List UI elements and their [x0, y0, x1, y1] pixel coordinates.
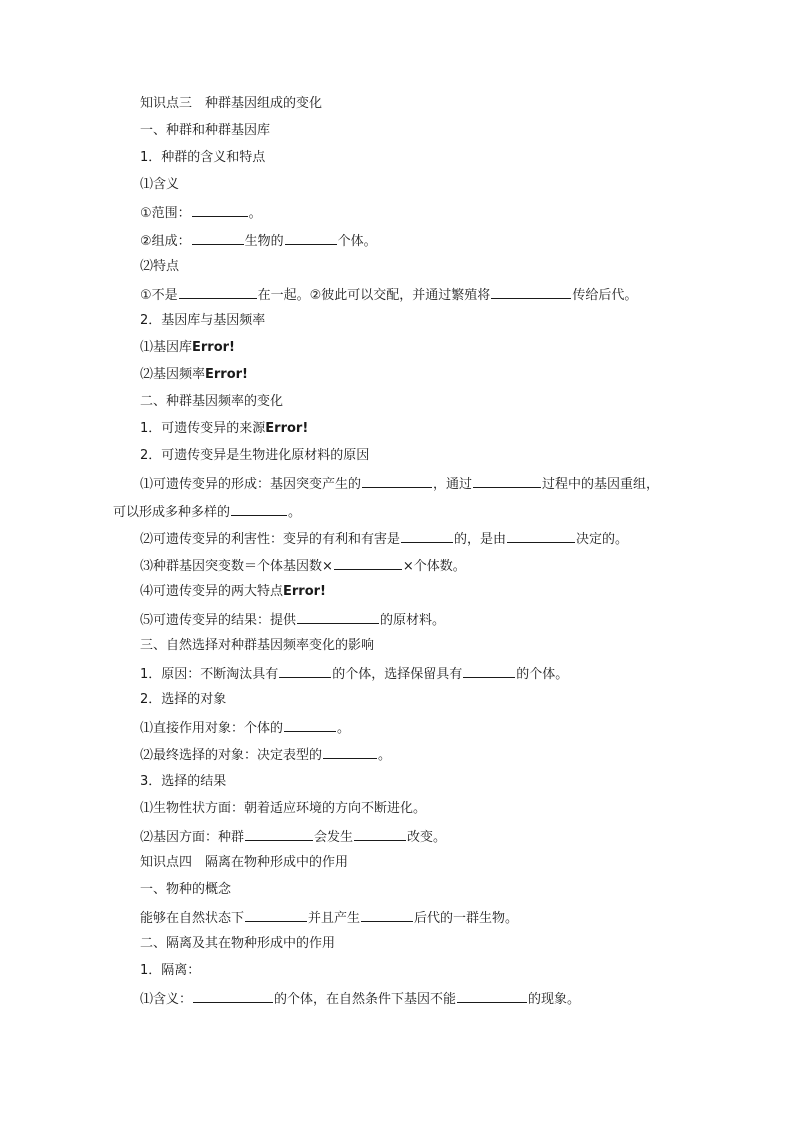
fill-in-line — [140, 285, 637, 305]
text: 生物的 — [244, 233, 284, 249]
answer-blank[interactable] — [491, 285, 571, 299]
text: 。 — [337, 721, 351, 737]
text: 1．种群的含义和特点 — [140, 150, 266, 166]
text: ，通过 — [433, 477, 473, 493]
fill-in-line — [140, 474, 659, 494]
answer-blank[interactable] — [192, 231, 244, 245]
text: ⑴含义： — [140, 992, 193, 1008]
item-heading — [140, 962, 200, 980]
text: ⑵最终选择的对象：决定表型的 — [140, 748, 323, 764]
text: ⑵可遗传变异的利害性：变异的有利和有害是 — [140, 531, 401, 547]
answer-blank[interactable] — [463, 664, 515, 678]
item-heading — [140, 312, 265, 330]
text: 在一起。②彼此可以交配，并通过繁殖将 — [257, 287, 491, 303]
text: 可以形成多种多样的 — [113, 504, 231, 520]
fill-in-line — [140, 664, 568, 684]
answer-blank[interactable] — [279, 664, 331, 678]
answer-blank[interactable] — [192, 203, 248, 217]
text: 知识点三 种群基因组成的变化 — [140, 96, 323, 111]
text: ×个体数。 — [402, 558, 466, 574]
text: 2．可遗传变异是生物进化原材料的原因 — [140, 448, 370, 464]
fill-in-line — [140, 231, 377, 251]
text: 的个体，选择保留具有 — [332, 667, 463, 683]
fill-in-line — [140, 610, 445, 630]
error-text: Error! — [283, 583, 326, 599]
text: 的，是由 — [454, 531, 507, 547]
error-text: Error! — [205, 367, 248, 382]
text: ⑴基因库 — [140, 339, 193, 355]
text: 1．原因：不断淘汰具有 — [140, 667, 279, 683]
fill-in-line — [140, 989, 580, 1009]
answer-blank[interactable] — [285, 231, 337, 245]
sub-item — [140, 800, 426, 818]
fill-in-line — [113, 502, 301, 522]
text: 知识点四 隔离在物种形成中的作用 — [140, 854, 349, 870]
text: 二、种群基因频率的变化 — [140, 394, 284, 410]
text: ⑴可遗传变异的形成：基因突变产生的 — [140, 477, 362, 493]
text: ⑴直接作用对象：个体的 — [140, 721, 284, 737]
answer-blank[interactable] — [284, 718, 336, 732]
text: 并且产生 — [308, 911, 361, 926]
text: ①范围： — [140, 206, 191, 222]
answer-blank[interactable] — [507, 529, 575, 543]
subsection-heading — [140, 881, 231, 899]
sub-item — [140, 366, 248, 384]
text: 能够在自然状态下 — [140, 911, 245, 926]
text: 传给后代。 — [572, 287, 638, 303]
text: ⑵基因频率 — [140, 367, 206, 382]
answer-blank[interactable] — [362, 474, 432, 488]
text: 改变。 — [407, 829, 447, 845]
text: ⑷可遗传变异的两大特点 — [140, 583, 284, 599]
text: 。 — [288, 504, 302, 520]
sub-item — [140, 258, 179, 276]
text: 2．选择的对象 — [140, 692, 227, 708]
answer-blank[interactable] — [297, 610, 379, 624]
answer-blank[interactable] — [334, 556, 402, 570]
text: 的个体，在自然条件下基因不能 — [274, 992, 457, 1008]
text: ⑶种群基因突变数＝个体基因数× — [140, 558, 333, 574]
answer-blank[interactable] — [401, 529, 453, 543]
text: ⑵基因方面：种群 — [140, 829, 245, 845]
answer-blank[interactable] — [193, 989, 273, 1003]
item-heading — [140, 773, 226, 791]
section-heading — [140, 854, 348, 872]
item-heading — [140, 420, 308, 438]
text: ⑸可遗传变异的结果：提供 — [140, 612, 297, 628]
answer-blank[interactable] — [245, 827, 313, 841]
fill-in-line — [140, 529, 628, 549]
text: ②组成： — [140, 233, 191, 249]
answer-blank[interactable] — [457, 989, 527, 1003]
text: 一、物种的概念 — [140, 881, 232, 897]
text: 个体。 — [337, 233, 377, 249]
error-text: Error! — [265, 421, 309, 437]
subsection-heading — [140, 122, 270, 140]
text: 过程中的基因重组， — [542, 477, 660, 493]
answer-blank[interactable] — [473, 474, 541, 488]
text: 会发生 — [314, 829, 354, 845]
text: 的个体。 — [516, 667, 569, 683]
text: 后代的一群生物。 — [414, 911, 519, 926]
text: 2．基因库与基因频率 — [140, 312, 266, 328]
text: ①不是 — [140, 287, 178, 303]
sub-item — [140, 176, 179, 194]
subsection-heading — [140, 935, 335, 953]
subsection-heading — [140, 393, 283, 411]
text: 一、种群和种群基因库 — [140, 123, 271, 139]
answer-blank[interactable] — [179, 285, 257, 299]
text: ⑴含义 — [140, 177, 180, 193]
fill-in-line — [140, 556, 466, 576]
fill-in-line — [140, 745, 391, 765]
text: 1．可遗传变异的来源 — [140, 421, 266, 437]
text: 二、隔离及其在物种形成中的作用 — [140, 936, 336, 952]
section-heading — [140, 95, 322, 113]
item-heading — [140, 447, 369, 465]
item-heading — [140, 149, 265, 167]
text: 。 — [248, 206, 262, 222]
sub-item — [140, 583, 326, 601]
error-text: Error! — [192, 339, 235, 355]
text: 的现象。 — [528, 992, 581, 1008]
text: ⑴生物性状方面：朝着适应环境的方向不断进化。 — [140, 800, 427, 816]
answer-blank[interactable] — [231, 502, 287, 516]
text: 1．隔离： — [140, 963, 201, 979]
subsection-heading — [140, 637, 374, 655]
sub-item — [140, 339, 235, 357]
text: 决定的。 — [576, 531, 629, 547]
answer-blank[interactable] — [354, 827, 406, 841]
item-heading — [140, 691, 226, 709]
text: 。 — [378, 748, 392, 764]
text: 三、自然选择对种群基因频率变化的影响 — [140, 638, 375, 653]
fill-in-line — [140, 827, 446, 847]
answer-blank[interactable] — [245, 908, 307, 922]
text: 的原材料。 — [380, 612, 446, 628]
answer-blank[interactable] — [323, 745, 377, 759]
text: ⑵特点 — [140, 258, 180, 274]
text: 3．选择的结果 — [140, 773, 227, 789]
answer-blank[interactable] — [361, 908, 413, 922]
fill-in-line — [140, 718, 350, 738]
fill-in-line — [140, 908, 518, 928]
fill-in-line — [140, 203, 262, 223]
